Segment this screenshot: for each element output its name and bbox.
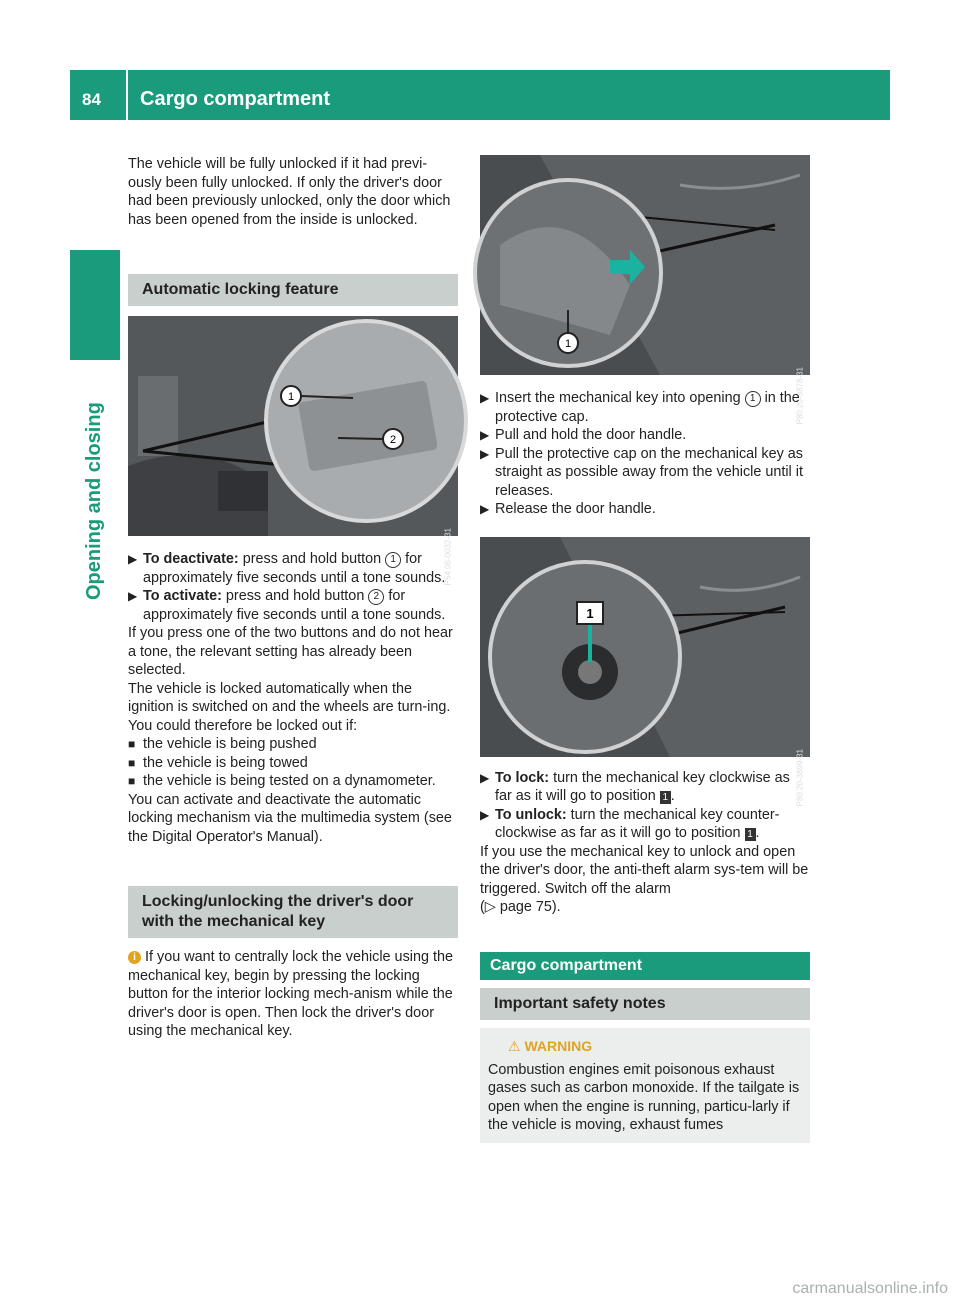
step-arrow-icon: ▶	[480, 428, 490, 442]
step-deactivate	[128, 550, 458, 587]
list-item: ■ the vehicle is being tested on a dynamometer.	[128, 773, 436, 789]
door-panel-illustration	[128, 316, 458, 536]
step-label: To activate:	[143, 588, 222, 604]
step-arrow-icon: ▶	[480, 502, 490, 516]
warning-text: Combustion engines emit poisonous exhaust gases such as carbon monoxide. If the tailgate is open when the engine is running, particu-larly if the vehicle is moving, exhaust fumes	[488, 1061, 800, 1133]
section-automatic-locking: Automatic locking feature	[128, 274, 458, 306]
header-divider	[126, 70, 128, 120]
bullet-icon: ■	[128, 737, 136, 751]
step-release-handle: ▶ Release the door handle.	[480, 501, 656, 517]
callout-1-label: 1	[564, 338, 572, 350]
list-item: ■ the vehicle is being towed	[128, 754, 308, 771]
step-arrow-icon: ▶	[480, 391, 490, 405]
info-icon: i	[128, 951, 141, 964]
step-activate	[128, 587, 458, 624]
paragraph-setting-selected: If you press one of the two buttons and do not hear a tone, the relevant setting has already been selected.	[128, 625, 453, 678]
step-arrow-icon: ▶	[128, 552, 138, 566]
bullet-icon: ■	[128, 774, 136, 788]
opening-number: 1	[745, 391, 761, 407]
position-number: 1	[745, 828, 756, 841]
key-lock-illustration	[480, 537, 810, 757]
page-reference-link[interactable]: (▷ page 75).	[480, 899, 561, 915]
page-header	[70, 70, 890, 120]
right-column	[480, 155, 810, 1143]
door-handle-illustration	[480, 155, 810, 375]
step-text: press and hold button	[221, 588, 369, 604]
figure-code: P54.06-0032-31	[443, 528, 452, 586]
button-number: 2	[368, 589, 384, 605]
chapter-label: Opening and closing	[83, 402, 105, 600]
step-arrow-icon: ▶	[480, 807, 490, 822]
left-column	[128, 155, 458, 1041]
figure-code: P80.20-3878-31	[795, 367, 804, 425]
button-number: 1	[385, 552, 401, 568]
section-mechanical-key: Locking/unlocking the driver's door with the mechanical key	[128, 886, 458, 938]
section-safety-notes: Important safety notes	[480, 988, 810, 1020]
paragraph-alarm: If you use the mechanical key to unlock and open the driver's door, the anti-theft alarm sys-tem will be triggered. Switch off the alarm	[480, 843, 809, 897]
intro-paragraph: The vehicle will be fully unlocked if it had previ-ously been fully unlocked. If only the driver's door had been previously unlocked, only the door which has been opened from the inside is unlocked.	[128, 156, 451, 228]
step-arrow-icon: ▶	[480, 770, 490, 785]
watermark: carmanualsonline.info	[792, 1280, 948, 1297]
step-pull-cap: ▶ Pull the protective cap on the mechanical key as straight as possible away from the vehicle until it releases.	[480, 445, 803, 499]
step-insert-key: ▶ Insert the mechanical key into opening 1 in the protective cap.	[480, 390, 800, 425]
page-title: Cargo compartment	[140, 88, 331, 110]
step-pull-handle: ▶ Pull and hold the door handle.	[480, 427, 687, 443]
step-text-end: for approximately five seconds until a tone sounds.	[143, 588, 446, 623]
paragraph-multimedia: You can activate and deactivate the automatic locking mechanism via the multimedia system (see the Digital Operator's Manual).	[128, 791, 452, 845]
bullet-icon: ■	[128, 755, 136, 770]
step-label: To deactivate:	[143, 551, 239, 567]
paragraph-locked-auto: The vehicle is locked automatically when the ignition is switched on and the wheels are turn-ing.	[128, 680, 451, 715]
step-unlock: ▶ To unlock: turn the mechanical key counter-clockwise as far as it will go to position 1 .	[480, 806, 780, 841]
warning-heading: ⚠ WARNING	[508, 1037, 593, 1054]
step-text: press and hold button	[238, 551, 386, 567]
step-lock: ▶ To lock: turn the mechanical key clockwise as far as it will go to position 1 .	[480, 769, 790, 804]
step-text-end: for approximately five seconds until a tone sounds.	[143, 551, 446, 586]
info-note: i If you want to centrally lock the vehicle using the mechanical key, begin by pressing the locking button for the interior locking mech-anism while the driver's door is open. Then lock the driver's door using the mechanical key.	[128, 949, 453, 1039]
page-number: 84	[82, 90, 101, 109]
paragraph-locked-out: You could therefore be locked out if:	[128, 717, 358, 734]
step-arrow-icon: ▶	[480, 446, 490, 461]
position-number: 1	[660, 791, 671, 804]
chapter-tab	[70, 250, 120, 360]
warning-box	[480, 1028, 810, 1143]
section-cargo-compartment: Cargo compartment	[480, 952, 810, 980]
callout-1-label: 1	[287, 391, 295, 403]
warning-triangle-icon: ⚠	[508, 1037, 521, 1054]
step-arrow-icon: ▶	[128, 589, 138, 603]
figure-code: P80.20-3899-31	[795, 748, 804, 806]
callout-2-label: 2	[389, 434, 397, 446]
position-1-label: 1	[586, 605, 594, 621]
list-item: ■ the vehicle is being pushed	[128, 736, 317, 752]
